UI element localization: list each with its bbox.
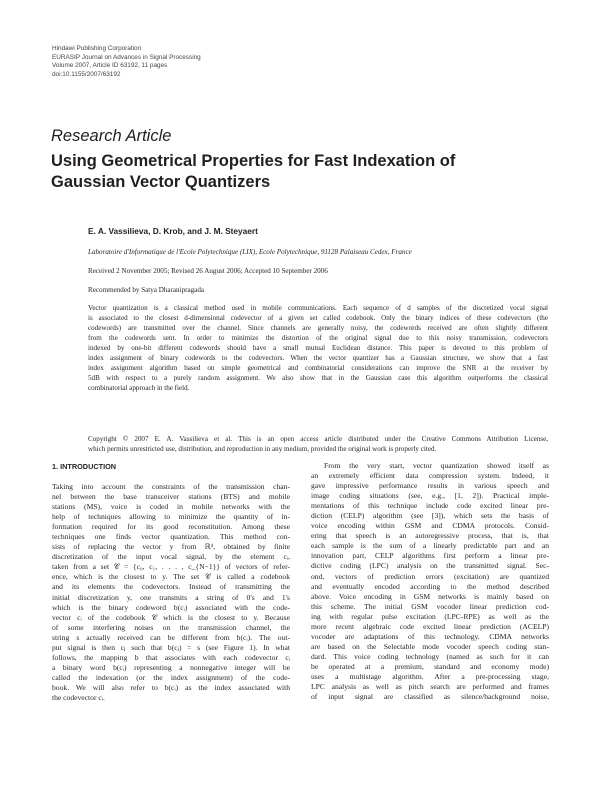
body-line: of some interfering noises on the transmission channel, the (52, 622, 290, 632)
publisher-line: Hindawi Publishing Corporation (52, 45, 142, 52)
body-line: voice encoding within GSM and CDMA protocols. Consid- (311, 521, 549, 531)
body-line: innovation part, CELP algorithms first perform a linear pre- (311, 551, 549, 561)
copyright-line: which permits unrestricted use, distribution, and reproduction in any medium, provided the original work is properly cited. (88, 445, 437, 453)
abstract-line: from the codewords sent. In order to minimize the distortion of the original signal due to this noisy transmission, codevectors (88, 334, 548, 342)
section-heading-introduction: 1. INTRODUCTION (52, 462, 117, 471)
body-line: From the very start, vector quantization showed itself as (324, 461, 549, 470)
body-line: the codevector cᵢ. (52, 692, 105, 702)
abstract-line: index assignment of binary codewords to the codevectors. When the vector quantizer has a Gaussian structure, we show that a fast (88, 354, 548, 362)
article-title (51, 151, 541, 193)
abstract-line: indexed by one-bit different codewords should have a small mutual Euclidean distance. This paper is devoted to this problem of (88, 344, 548, 352)
title-line: Using Geometrical Properties for Fast Indexation of (51, 152, 456, 170)
body-line: taken from a set 𝒞 = {c₀, c₁, . . . , c_{N−1}} of vectors of refer- (52, 562, 290, 572)
body-line: of input signal are classified as silence/background noise, (311, 692, 549, 702)
abstract-line: 5dB with respect to a purely random assignment. We also show that in the Gaussian case this algorithm outperforms the classical (88, 374, 548, 382)
doi-line: doi:10.1155/2007/63192 (52, 70, 121, 78)
journal-header (52, 45, 352, 79)
body-line: gave impressive performance results in various speech and (311, 481, 549, 491)
copyright-notice (88, 434, 548, 454)
body-column-right (311, 461, 549, 702)
body-line: uses a multistage algorithm. After a pre-processing stage, (311, 671, 549, 681)
body-line: be operated at a premium, standard and economy mode) (311, 661, 549, 671)
body-line: and its elements the codevectors. Instead of transmitting the (52, 582, 290, 592)
body-line: each sample is the sum of a linearly predictable part and an (311, 541, 549, 551)
body-line: discretization of the input vocal signal, by the element cᵢ, (52, 552, 290, 562)
body-line: Taking into account the constraints of the transmission chan- (52, 482, 290, 491)
body-line: put signal is then cⱼ such that b(cⱼ) = s (see Figure 1). In what (52, 642, 290, 652)
article-type: Research Article (51, 127, 172, 145)
body-line: diction (CELP) algorithm (see [3]), which sets the basis of (311, 511, 549, 521)
abstract-line: is associated to the closest d-dimensional codevector of a given set called codebook. Only the binary indices of these codevectors (the (88, 314, 548, 322)
abstract-line: codewords) are transmitted over the channel. Since channels are generally noisy, the codewords received are often slightly different (88, 324, 548, 332)
body-line: image coding situations (see, e.g., [1, 2]). Practical imple- (311, 491, 549, 501)
body-line: more recent algebraic code excited linear prediction (ACELP) (311, 621, 549, 631)
copyright-line: Copyright © 2007 E. A. Vassilieva et al. This is an open access article distributed under the Creative Commons Attribution License, (88, 435, 548, 443)
abstract (88, 303, 548, 393)
body-line: nel between the base transceiver stations (BTS) and mobile (52, 492, 290, 502)
body-line: an extremely efficient data compression system. Indeed, it (311, 471, 549, 481)
authors: E. A. Vassilieva, D. Krob, and J. M. Steyaert (88, 226, 258, 236)
body-line: which is the binary codeword b(cᵢ) associated with the code- (52, 602, 290, 612)
journal-line: EURASIP Journal on Advances in Signal Processing (52, 53, 201, 61)
body-line: ond, vectors of prediction errors (excitation) are quantized (311, 571, 549, 581)
body-line: above. Voice encoding in GSM networks is mainly based on (311, 591, 549, 601)
body-line: initial discretization y, one transmits a string of 0's and 1's (52, 592, 290, 602)
received-dates: Received 2 November 2005; Revised 26 August 2006; Accepted 10 September 2006 (88, 267, 328, 275)
title-line: Gaussian Vector Quantizers (51, 173, 271, 191)
body-line: follows, the mapping b that associates with each codevector cᵢ (52, 652, 290, 662)
body-line: vector cᵢ of the codebook 𝒞 which is the closest to y. Because (52, 612, 290, 622)
body-line: ering that speech is an autoregressive process, that is, that (311, 531, 549, 541)
body-line: LPC analysis as well as pitch search are performed and frames (311, 682, 549, 692)
volume-line: Volume 2007, Article ID 63192, 11 pages (52, 62, 168, 70)
body-line: and eventually encoded according to the method described (311, 581, 549, 591)
body-line: stations (MS), voice is coded in mobile networks with the (52, 502, 290, 512)
body-line: sists of replacing the vector y from ℝᵈ, obtained by finite (52, 542, 290, 552)
abstract-line: combinatorial approach in the field. (88, 384, 190, 392)
abstract-line: Vector quantization is a classical method used in mobile communications. Each sequence of d samples of the discretized vocal signal (88, 304, 548, 312)
body-line: a binary word b(cᵢ) representing a nonnegative integer will be (52, 662, 290, 672)
body-line: ence, which is the closest to y. The set 𝒞 is called a codebook (52, 572, 290, 582)
body-line: called the indexation (or the index assignment) of the code- (52, 672, 290, 682)
body-line: formation required for its good reconstitution. Among these (52, 522, 290, 532)
body-line: help of techniques allowing to minimize the quantity of in- (52, 512, 290, 522)
body-line: dard. This voice coding technology (named as such for it can (311, 651, 549, 661)
body-line: this scheme. The initial GSM vocoder linear prediction cod- (311, 601, 549, 611)
abstract-line: index assignment algorithm based on simple geometrical and combinatorial considerations can improve the SNR at the receiver by (88, 364, 548, 372)
body-line: are based on the Selectable mode vocoder speech coding stan- (311, 641, 549, 651)
body-line: mentations of this technique include code excited linear pre- (311, 501, 549, 511)
body-line: book. We will also refer to b(cᵢ) as the index associated with (52, 682, 290, 692)
body-line: string s actually received can be different from b(cᵢ). The out- (52, 632, 290, 642)
body-line: vocoder are adaptations of this technology. CDMA networks (311, 631, 549, 641)
recommended-by: Recommended by Satya Dharanipragada (88, 286, 205, 294)
body-line: techniques one finds vector quantization. This method con- (52, 532, 290, 542)
body-column-left (52, 482, 290, 703)
body-line: dictive coding (LPC) analysis on the transmitted signal. Sec- (311, 561, 549, 571)
body-line: ing with regular pulse excitation (LPC-RPE) as well as the (311, 611, 549, 621)
affiliation: Laboratoire d'Informatique de l'Ecole Polytechnique (LIX), Ecole Polytechnique, 91128 Palaiseau Cedex, France (88, 248, 412, 256)
